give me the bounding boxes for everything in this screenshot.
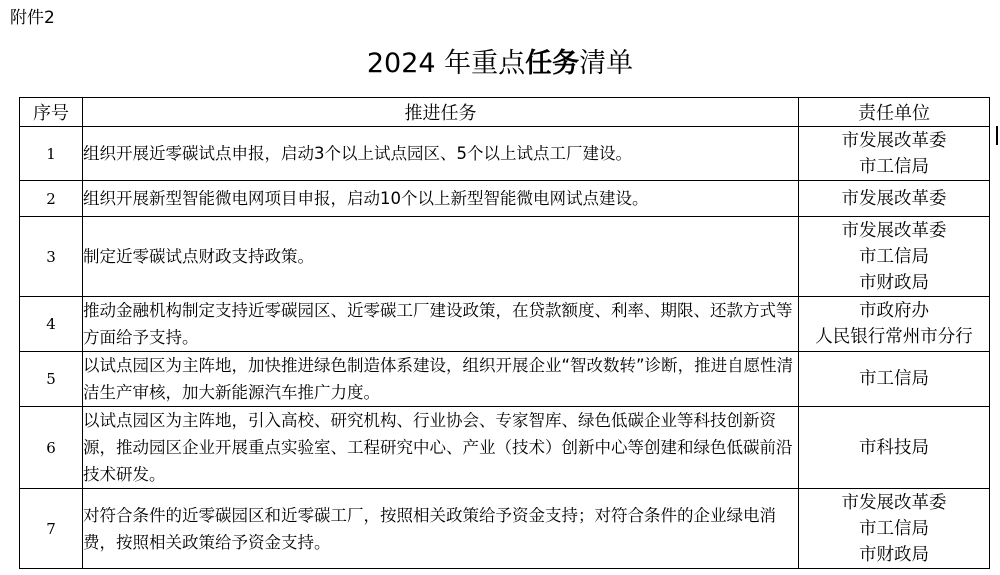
row-seq: 3	[20, 217, 83, 297]
table-header-row	[20, 98, 990, 127]
table-row	[20, 352, 990, 407]
unit-name: 市财政局	[859, 272, 929, 293]
row-task: 对符合条件的近零碳园区和近零碳工厂，按照相关政策给予资金支持；对符合条件的企业绿电消费，按照相关政策给予资金支持。	[83, 489, 799, 569]
row-task: 以试点园区为主阵地，加快推进绿色制造体系建设，组织开展企业“智改数转”诊断，推进自愿性清洁生产审核，加大新能源汽车推广力度。	[83, 352, 799, 407]
row-seq: 4	[20, 297, 83, 352]
table-row	[20, 217, 990, 297]
title-year: 2024	[366, 48, 436, 79]
unit-name: 人民银行常州市分行	[815, 327, 973, 347]
row-units	[799, 127, 990, 181]
unit-name: 市发展改革委	[841, 130, 947, 151]
header-unit: 责任单位	[799, 98, 990, 127]
attachment-label: 附件2	[10, 8, 55, 28]
text-cursor	[996, 126, 998, 145]
unit-name: 市工信局	[859, 518, 929, 539]
row-units	[799, 217, 990, 297]
unit-name: 市工信局	[859, 369, 929, 389]
row-task: 推动金融机构制定支持近零碳园区、近零碳工厂建设政策，在贷款额度、利率、期限、还款方式等方面给予支持。	[83, 297, 799, 352]
row-task: 制定近零碳试点财政支持政策。	[83, 217, 799, 297]
table-row	[20, 489, 990, 569]
row-units	[799, 297, 990, 352]
unit-name: 市发展改革委	[841, 188, 947, 209]
task-table	[19, 97, 990, 569]
row-seq: 7	[20, 489, 83, 569]
row-seq: 1	[20, 127, 83, 181]
row-units	[799, 489, 990, 569]
row-seq: 2	[20, 181, 83, 217]
unit-name: 市科技局	[859, 437, 929, 458]
header-seq: 序号	[20, 98, 83, 127]
title-bold: 任务	[525, 48, 580, 79]
title-prefix: 年重点	[444, 48, 526, 79]
row-task: 组织开展近零碳试点申报，启动3个以上试点园区、5个以上试点工厂建设。	[83, 127, 799, 181]
table-row	[20, 181, 990, 217]
row-units	[799, 181, 990, 217]
row-seq: 6	[20, 407, 83, 489]
row-task: 以试点园区为主阵地，引入高校、研究机构、行业协会、专家智库、绿色低碳企业等科技创新资源，推动园区企业开展重点实验室、工程研究中心、产业（技术）创新中心等创建和绿色低碳前沿技术研发。	[83, 407, 799, 489]
table-row	[20, 297, 990, 352]
unit-name: 市工信局	[859, 246, 929, 267]
table-row	[20, 407, 990, 489]
row-task: 组织开展新型智能微电网项目申报，启动10个以上新型智能微电网试点建设。	[83, 181, 799, 217]
title-suffix: 清单	[579, 48, 634, 79]
row-seq: 5	[20, 352, 83, 407]
unit-name: 市发展改革委	[841, 492, 947, 513]
unit-name: 市工信局	[859, 156, 929, 177]
unit-name: 市财政局	[859, 544, 929, 565]
page-title	[0, 44, 1000, 84]
table-row	[20, 127, 990, 181]
row-units	[799, 352, 990, 407]
unit-name: 市政府办	[859, 301, 929, 321]
unit-name: 市发展改革委	[841, 220, 947, 241]
row-units	[799, 407, 990, 489]
header-task: 推进任务	[83, 98, 799, 127]
